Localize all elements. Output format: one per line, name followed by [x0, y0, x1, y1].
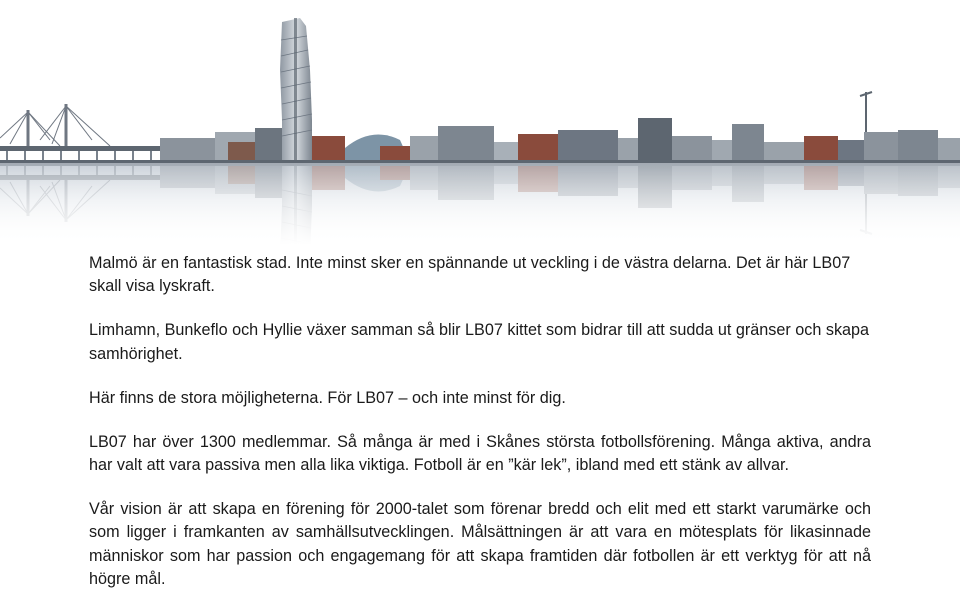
- paragraph-vision: Vår vision är att skapa en förening för 2000-talet som förenar bredd och elit med ett starkt varumärke och som ligger i framkanten av samhällsutvecklingen. Målsättningen är att vara en mötesplats för likasinnade människor som har passion och engagemang för att skapa framtiden där fotbollen är ett verktyg för att nå högre mål.: [89, 499, 871, 589]
- paragraph-limhamn: Limhamn, Bunkeflo och Hyllie växer samman så blir LB07 kittet som bidrar till att sudda ut gränser och skapa samhörighet.: [89, 321, 870, 363]
- paragraph-malmo: Malmö är en fantastisk stad. Inte minst sker en spännande ut veckling i de västra delarna. Det är här LB07 skall visa lyskraft.: [89, 254, 851, 296]
- paragraph-mojligheter: Här finns de stora möjligheterna. För LB07 – och inte minst för dig.: [89, 388, 566, 407]
- intro-text: [89, 252, 871, 612]
- paragraph-medlemmar: LB07 har över 1300 medlemmar. Så många är med i Skånes största fotbollsförening. Många aktiva, andra har valt att vara passiva men alla lika viktiga. Fotboll är en ”kär lek”, ibland med ett stänk av allvar.: [89, 432, 871, 474]
- malmo-skyline-illustration: [0, 0, 960, 245]
